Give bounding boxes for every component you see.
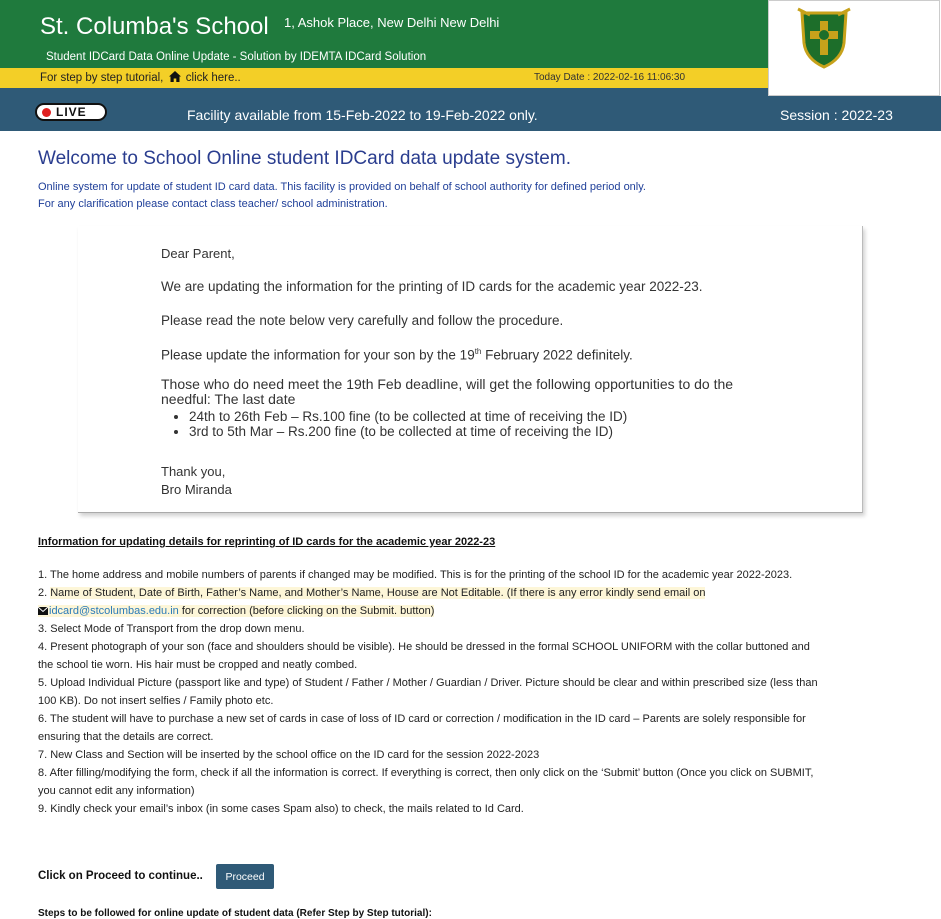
session-label: Session : 2022-23 — [780, 107, 893, 123]
intro-line-1: Online system for update of student ID card data. This facility is provided on behalf of school authority for defined period only. — [38, 181, 646, 193]
tutorial-link-text[interactable]: click here.. — [185, 72, 241, 84]
info-item-4-line-2: the school tie worn. His hair must be cropped and neatly combed. — [38, 659, 358, 671]
letter-closing: Thank you, — [161, 464, 226, 479]
info-item-7: 7. New Class and Section will be inserted by the school office on the ID card for the session 2022-2023 — [38, 749, 540, 761]
list-item: • 24th to 26th Feb – Rs.100 fine (to be collected at time of receiving the ID) — [189, 409, 627, 424]
letter-paragraph-1: We are updating the information for the printing of ID cards for the academic year 2022-23. — [161, 279, 703, 294]
email-link[interactable]: idcard@stcolumbas.edu.in — [49, 605, 179, 617]
steps-heading: Steps to be followed for online update of student data (Refer Step by Step tutorial): — [38, 908, 432, 919]
letter-paragraph-4-line-2: needful: The last date — [161, 391, 296, 407]
school-crest-icon — [796, 7, 852, 71]
header — [0, 0, 941, 131]
school-name: St. Columba's School — [40, 13, 269, 40]
info-item-4-line-1: 4. Present photograph of your son (face and shoulders should be visible). He should be dressed in the formal SCHOOL UNIFORM with the collar buttoned and — [38, 641, 810, 653]
letter-signature: Bro Miranda — [161, 482, 232, 497]
info-item-2: 2. Name of Student, Date of Birth, Father’s Name, and Mother’s Name, House are Not Editable. (If there is any error kindly send email on — [38, 587, 706, 599]
parent-letter — [78, 226, 863, 513]
live-badge — [35, 103, 107, 121]
intro-line-2: For any clarification please contact class teacher/ school administration. — [38, 198, 388, 210]
today-date: Today Date : 2022-02-16 11:06:30 — [534, 72, 686, 83]
info-item-2-text: Name of Student, Date of Birth, Father’s Name, and Mother’s Name, House are Not Editable. (If there is any error kindly send email on — [50, 587, 706, 599]
school-logo — [768, 0, 940, 96]
facility-notice: Facility available from 15-Feb-2022 to 19-Feb-2022 only. — [187, 107, 538, 123]
home-icon — [169, 71, 181, 85]
info-item-9: 9. Kindly check your email’s inbox (in some cases Spam also) to check, the mails related to Id Card. — [38, 803, 524, 815]
tutorial-link[interactable] — [40, 71, 241, 85]
info-item-1: 1. The home address and mobile numbers of parents if changed may be modified. This is for the printing of the school ID for the academic year 2022-2023. — [38, 569, 793, 581]
page-title: Welcome to School Online student IDCard data update system. — [38, 148, 571, 169]
info-item-5-line-1: 5. Upload Individual Picture (passport like and type) of Student / Father / Mother / Guardian / Driver. Picture should be clear and within prescribed size (less than — [38, 677, 818, 689]
proceed-label: Click on Proceed to continue.. — [38, 870, 203, 882]
info-item-6-line-1: 6. The student will have to purchase a new set of cards in case of loss of ID card or correction / modification in the ID card – Parents are solely responsible for — [38, 713, 806, 725]
info-item-6-line-2: ensuring that the details are correct. — [38, 731, 214, 743]
info-item-8-line-2: you cannot edit any information) — [38, 785, 195, 797]
tutorial-prefix: For step by step tutorial, — [40, 72, 164, 84]
live-dot-icon — [42, 108, 51, 117]
letter-paragraph-3: Please update the information for your son by the 19th February 2022 definitely. — [161, 347, 633, 363]
header-subtitle: Student IDCard Data Online Update - Solution by IDEMTA IDCard Solution — [46, 51, 427, 63]
live-label: LIVE — [56, 105, 87, 119]
info-item-5-line-2: 100 KB). Do not insert selfies / Family photo etc. — [38, 695, 274, 707]
letter-greeting: Dear Parent, — [161, 246, 235, 261]
list-item: • 3rd to 5th Mar – Rs.200 fine (to be collected at time of receiving the ID) — [189, 424, 627, 439]
letter-paragraph-4-line-1: Those who do need meet the 19th Feb deadline, will get the following opportunities to do the — [161, 376, 734, 392]
info-heading: Information for updating details for reprinting of ID cards for the academic year 2022-23 — [38, 536, 496, 548]
letter-paragraph-2: Please read the note below very carefully and follow the procedure. — [161, 313, 564, 328]
proceed-button[interactable]: Proceed — [216, 864, 274, 889]
fine-list — [161, 409, 627, 439]
school-address: 1, Ashok Place, New Delhi New Delhi — [284, 15, 500, 30]
mail-icon — [38, 604, 48, 622]
header-dark-strip — [0, 88, 768, 96]
info-item-8-line-1: 8. After filling/modifying the form, check if all the information is correct. If everything is correct, then only click on the ‘Submit’ button (Once you click on SUBMIT, — [38, 767, 814, 779]
info-item-2-email-line: idcard@stcolumbas.edu.in for correction (before clicking on the Submit. button) — [38, 603, 928, 622]
info-item-3: 3. Select Mode of Transport from the drop down menu. — [38, 623, 305, 635]
